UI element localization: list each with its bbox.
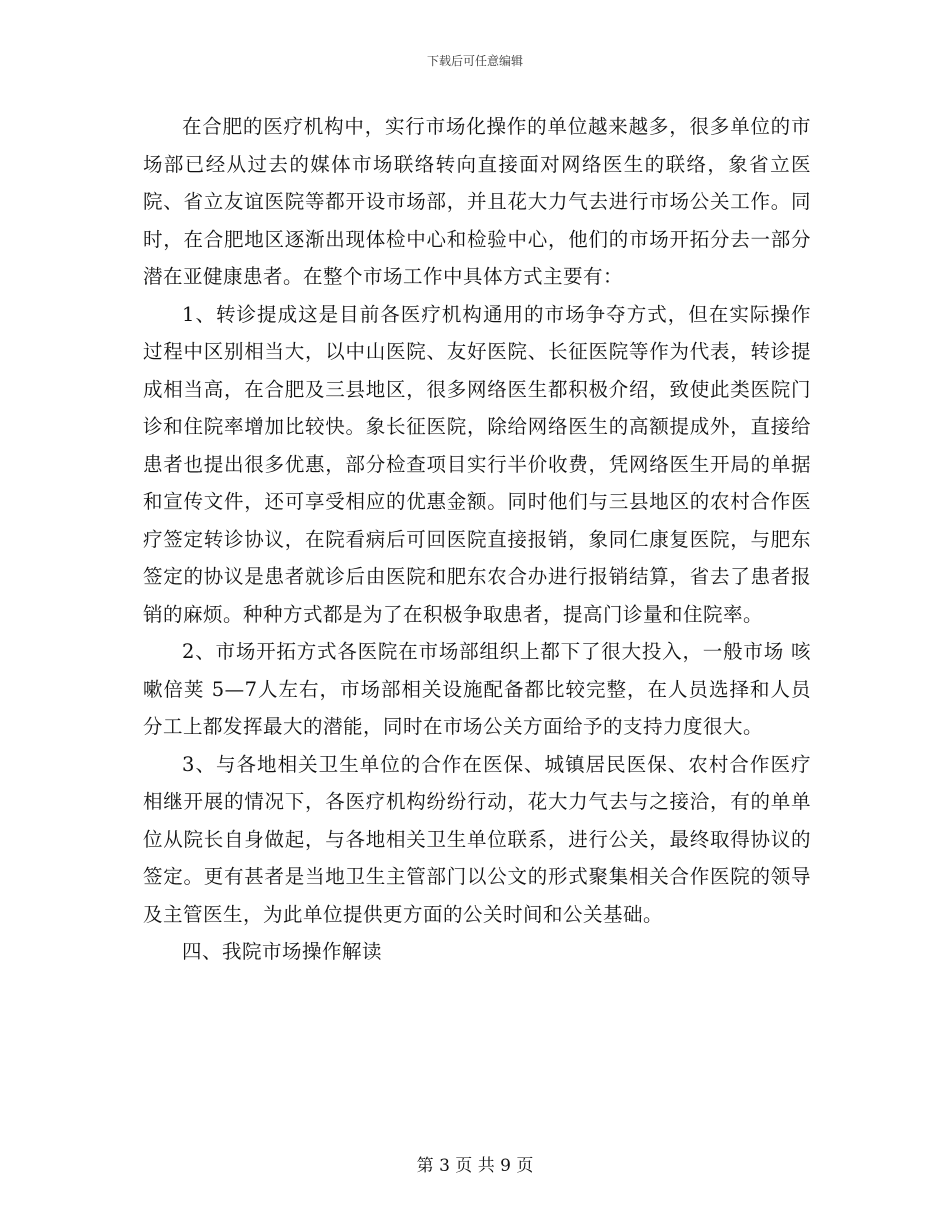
page-header: 下载后可任意编辑 (426, 54, 523, 68)
paragraph-cooperation: 3、与各地相关卫生单位的合作在医保、城镇居民医保、农村合作医疗相继开展的情况下，各医疗机构纷纷行动，花大力气去与之接洽，有的单单位从院长自身做起，与各地相关卫生单位联系，进行公关，最终取得协议的签定。更有甚者是当地卫生主管部门以公文的形式聚集相关合作医院的领导及主管医生，为此单位提供更方面的公关时间和公关基础。 (143, 752, 811, 926)
document-body (143, 108, 811, 971)
paragraph-referral-commission: 1、转诊提成这是目前各医疗机构通用的市场争夺方式，但在实际操作过程中区别相当大，以中山医院、友好医院、长征医院等作为代表，转诊提成相当高，在合肥及三县地区，很多网络医生都积极介绍，致使此类医院门诊和住院率增加比较快。象长征医院，除给网络医生的高额提成外，直接给患者也提出很多优惠，部分检查项目实行半价收费，凭网络医生开局的单据和宣传文件，还可享受相应的优惠金额。同时他们与三县地区的农村合作医疗签定转诊协议，在院看病后可回医院直接报销，象同仁康复医院，与肥东签定的协议是患者就诊后由医院和肥东农合办进行报销结算，省去了患者报销的麻烦。种种方式都是为了在积极争取患者，提高门诊量和住院率。 (143, 302, 811, 626)
paragraph-market-expansion: 2、市场开拓方式各医院在市场部组织上都下了很大投入，一般市场 咳嗽倍荚 5—7人左右，市场部相关设施配备都比较完整，在人员选择和人员分工上都发挥最大的潜能，同时在市场公关方面给予的支持力度很大。 (143, 640, 811, 738)
paragraph-intro: 在合肥的医疗机构中，实行市场化操作的单位越来越多，很多单位的市场部已经从过去的媒体市场联络转向直接面对网络医生的联络，象省立医院、省立友谊医院等都开设市场部，并且花大力气去进行市场公关工作。同时，在合肥地区逐渐出现体检中心和检验中心，他们的市场开拓分去一部分潜在亚健康患者。在整个市场工作中具体方式主要有： (143, 115, 811, 288)
section-heading-four: 四、我院市场操作解读 (182, 940, 383, 963)
page-number: 第 3 页 共 9 页 (416, 1156, 534, 1176)
